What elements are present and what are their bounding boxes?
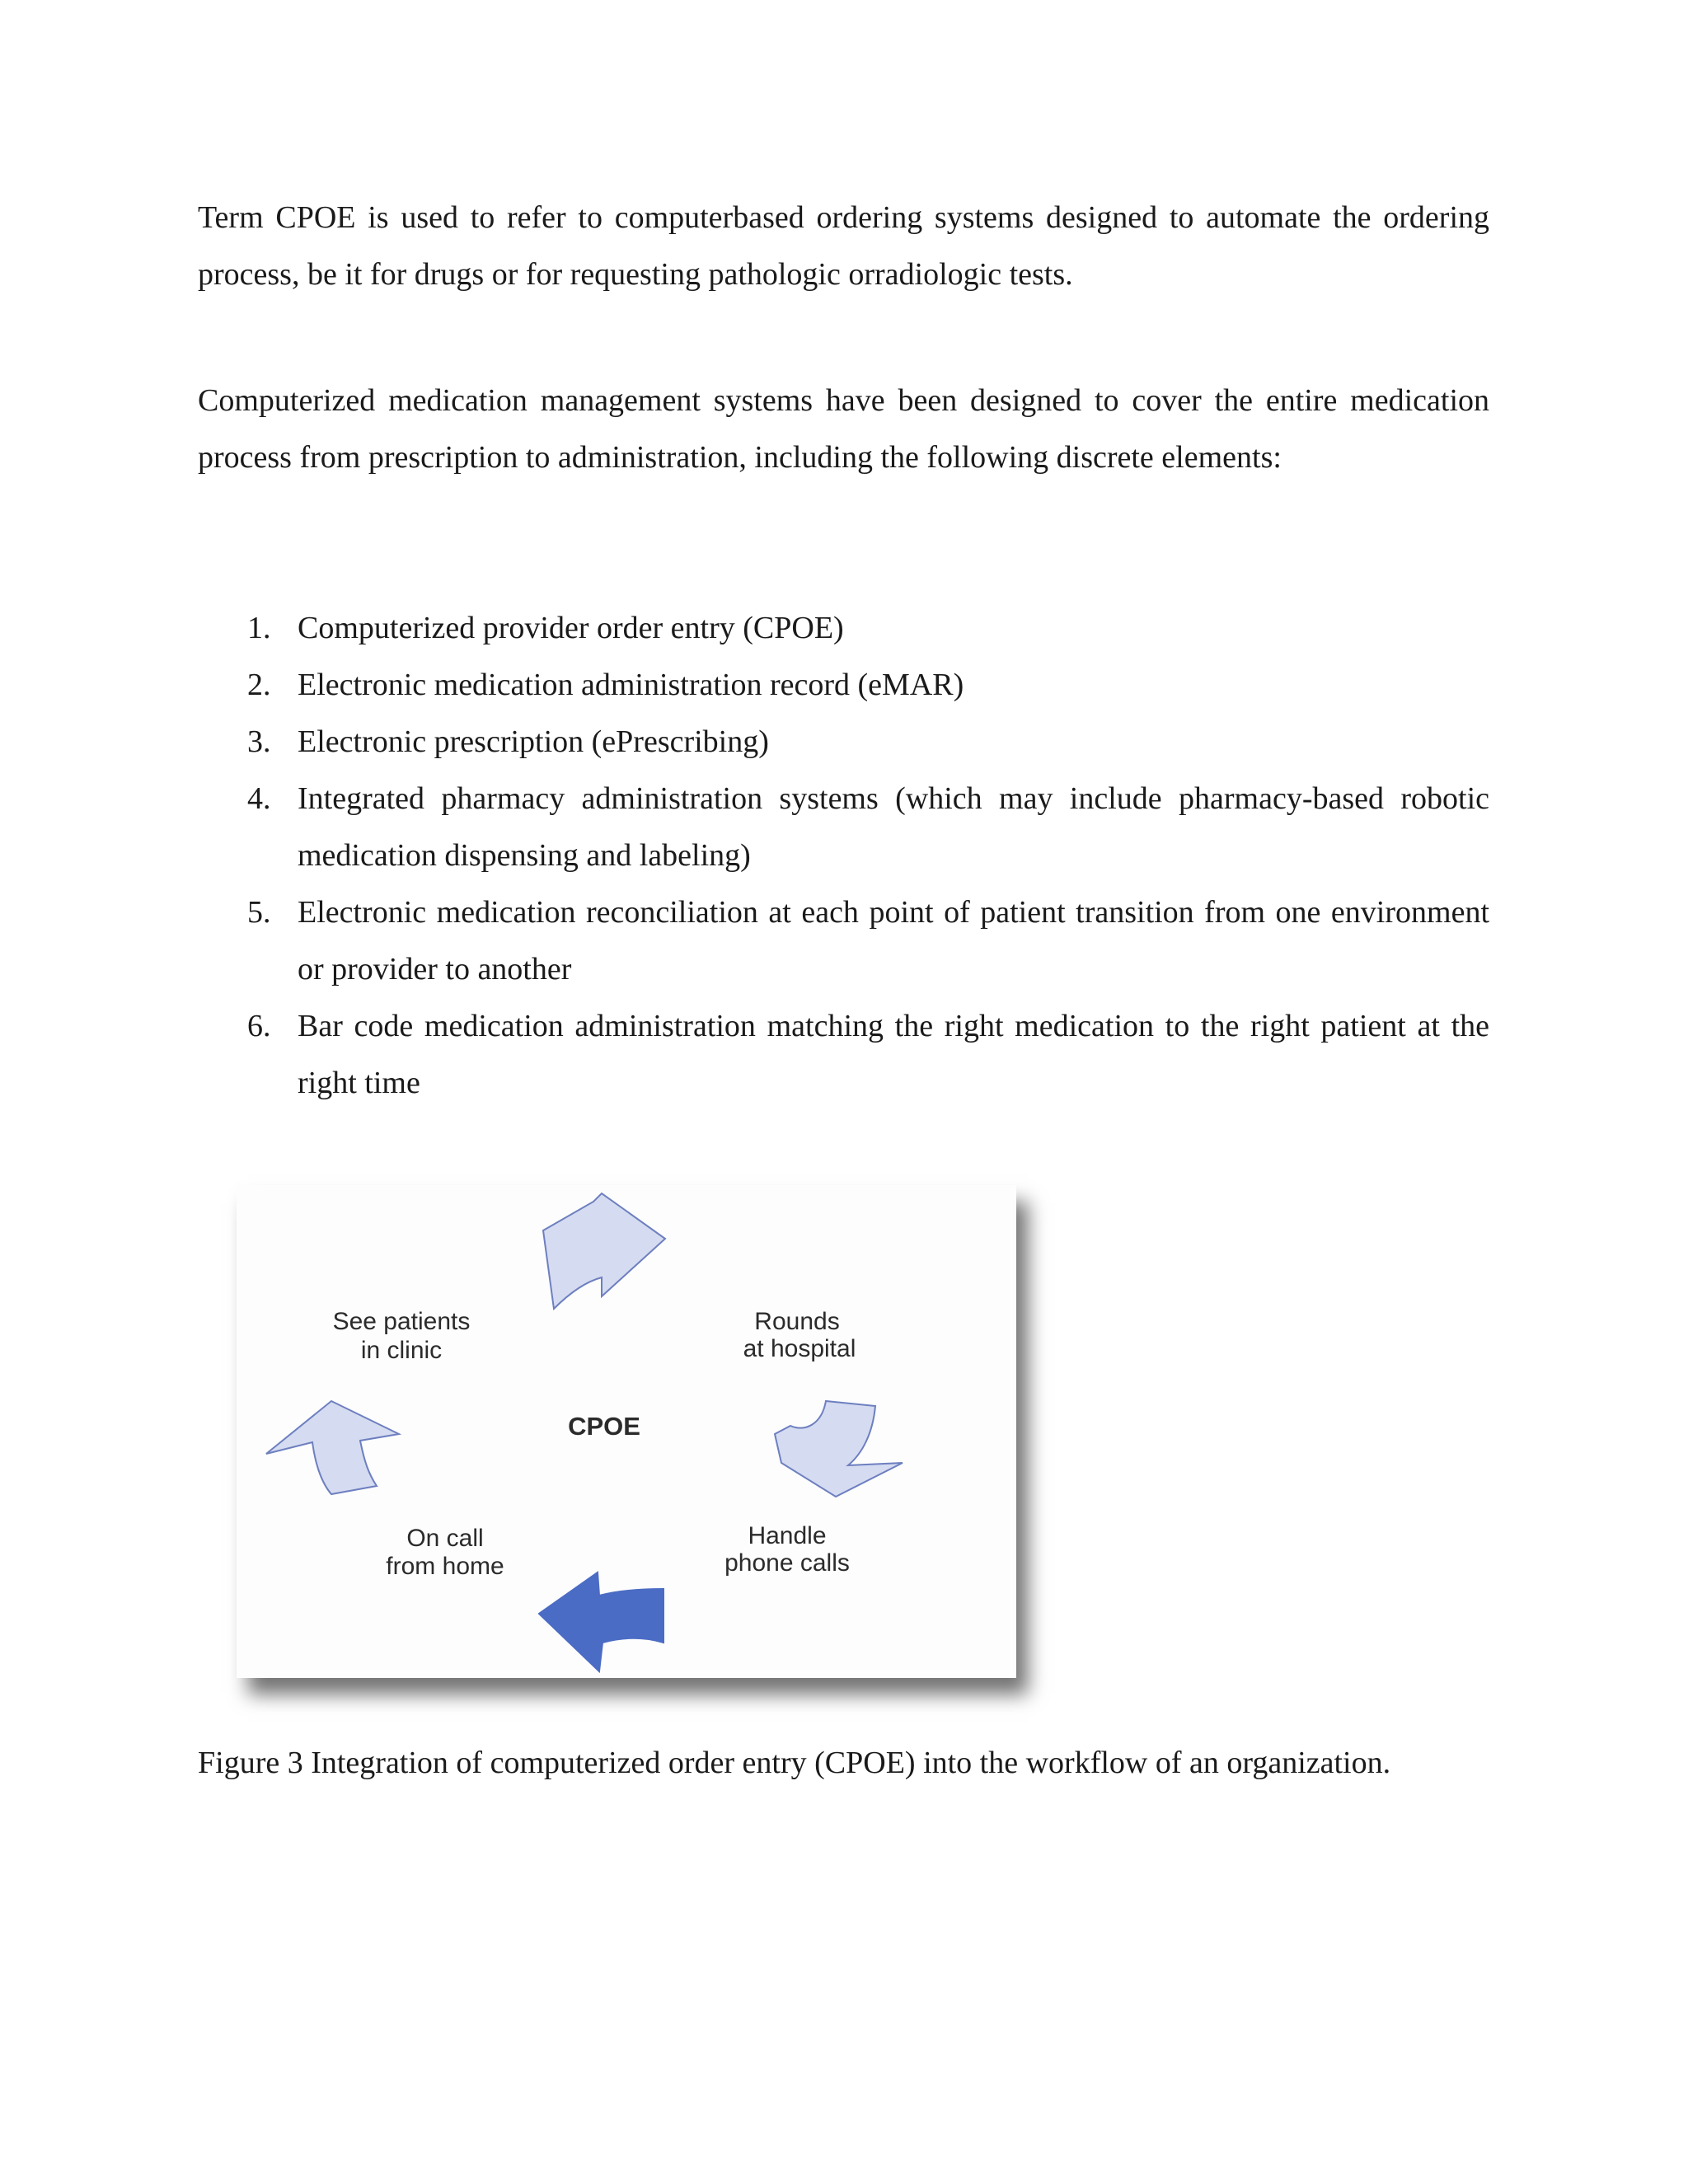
- node-clinic-line2: in clinic: [360, 1337, 443, 1364]
- node-home-line1: On call: [406, 1525, 484, 1552]
- list-item: [198, 771, 1489, 884]
- list-item: [198, 657, 1489, 714]
- elements-list: [198, 600, 1489, 1112]
- list-item-number: 2.: [247, 668, 271, 702]
- arrow-bottom-shape: [539, 1572, 663, 1671]
- arrow-top-icon: [543, 1193, 665, 1309]
- list-item-number: 3.: [247, 724, 271, 759]
- cpoe-workflow-diagram: [237, 1185, 1016, 1678]
- list-item-number: 1.: [247, 611, 271, 645]
- arrow-left-icon: [266, 1401, 399, 1494]
- list-item-number: 4.: [247, 781, 271, 816]
- node-phone-line1: Handle: [748, 1522, 827, 1549]
- list-item-text: Bar code medication administration matching the right medication to the right patient at the right time: [298, 1009, 1489, 1100]
- list-item: [198, 884, 1489, 998]
- paragraph-cpoe-definition: Term CPOE is used to refer to computerbased ordering systems designed to automate the ordering process, be it for drugs or for requesting pathologic orradiologic tests.: [198, 200, 1489, 292]
- node-hospital-line1: Rounds: [754, 1308, 840, 1335]
- figure-caption: Figure 3 Integration of computerized order entry (CPOE) into the workflow of an organization.: [198, 1746, 1391, 1780]
- list-item-number: 5.: [247, 895, 271, 930]
- node-clinic-line1: See patients: [332, 1308, 471, 1335]
- node-home-line2: from home: [386, 1553, 504, 1580]
- list-item: [198, 600, 1489, 657]
- node-hospital-line2: at hospital: [743, 1335, 856, 1362]
- list-item: [198, 998, 1489, 1112]
- list-item: [198, 714, 1489, 771]
- center-label-cpoe: CPOE: [568, 1412, 640, 1441]
- cpoe-workflow-figure: [237, 1185, 1016, 1678]
- list-item-text: Electronic prescription (ePrescribing): [298, 724, 769, 759]
- list-item-text: Electronic medication administration record (eMAR): [298, 668, 964, 702]
- list-item-text: Integrated pharmacy administration systems (which may include pharmacy-based robotic medication dispensing and labeling): [298, 781, 1489, 873]
- paragraph-medication-systems: Computerized medication management systems have been designed to cover the entire medication process from prescription to administration, including the following discrete elements:: [198, 383, 1489, 475]
- list-item-text: Electronic medication reconciliation at each point of patient transition from one environment or provider to another: [298, 895, 1489, 987]
- node-phone-line2: phone calls: [724, 1549, 850, 1577]
- list-item-number: 6.: [247, 1009, 271, 1043]
- list-item-text: Computerized provider order entry (CPOE): [298, 611, 844, 645]
- arrow-right-icon: [775, 1401, 903, 1497]
